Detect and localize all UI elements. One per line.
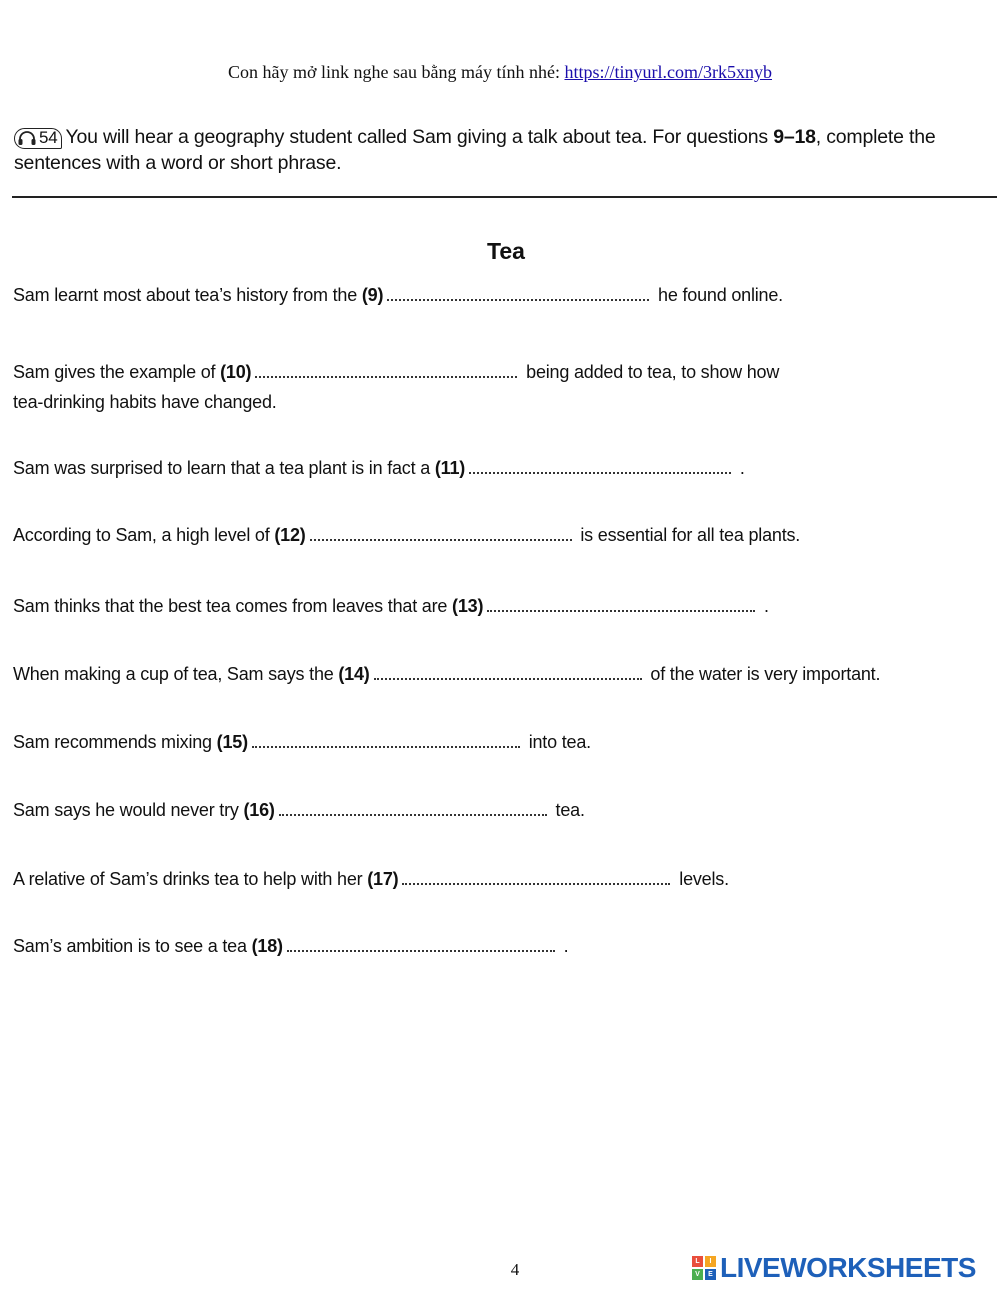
worksheet-title: Tea (487, 238, 525, 264)
answer-blank-17[interactable] (402, 880, 670, 885)
question-range: 9–18 (773, 126, 816, 148)
page-number: 4 (510, 1260, 520, 1279)
question-11: Sam was surprised to learn that a tea plant is in fact a (11) . (13, 458, 745, 478)
answer-blank-10[interactable] (255, 373, 517, 378)
answer-blank-11[interactable] (469, 469, 731, 474)
question-9: Sam learnt most about tea’s history from the (9) he found online. (13, 285, 783, 305)
question-18: Sam’s ambition is to see a tea (18) . (13, 936, 569, 956)
note-text: Con hãy mở link nghe sau bằng máy tính nhé: (228, 62, 560, 82)
answer-blank-12[interactable] (310, 536, 572, 541)
instruction-text-b: , complete the sentences with a word or short phrase. (14, 126, 936, 174)
answer-blank-14[interactable] (374, 675, 642, 680)
brand-text: LIVEWORKSHEETS (720, 1252, 976, 1283)
answer-blank-18[interactable] (287, 947, 555, 952)
audio-link[interactable]: https://tinyurl.com/3rk5xnyb (564, 62, 772, 82)
question-10: Sam gives the example of (10) being added to tea, to show how tea-drinking habits have changed. (13, 362, 780, 412)
answer-blank-13[interactable] (487, 607, 755, 612)
question-14: When making a cup of tea, Sam says the (14) of the water is very important. (13, 664, 881, 684)
answer-blank-9[interactable] (387, 296, 649, 301)
question-13: Sam thinks that the best tea comes from leaves that are (13) . (13, 596, 769, 616)
divider (12, 196, 997, 198)
instruction-text-a: You will hear a geography student called Sam giving a talk about tea. For questions (65, 126, 774, 148)
question-15: Sam recommends mixing (15) into tea. (13, 732, 591, 752)
answer-blank-15[interactable] (252, 743, 520, 748)
task-instructions (14, 124, 994, 176)
track-number: 54 (39, 128, 58, 147)
question-12: According to Sam, a high level of (12) is essential for all tea plants. (13, 525, 801, 545)
answer-blank-16[interactable] (279, 811, 547, 816)
headphones-icon (17, 130, 37, 146)
liveworksheets-logo (692, 1252, 976, 1284)
question-17: A relative of Sam’s drinks tea to help with her (17) levels. (13, 869, 729, 889)
audio-track-badge (14, 128, 62, 149)
question-16: Sam says he would never try (16) tea. (13, 800, 585, 820)
logo-grid-icon: L I V E (692, 1256, 716, 1280)
listening-link-note (0, 62, 1000, 83)
